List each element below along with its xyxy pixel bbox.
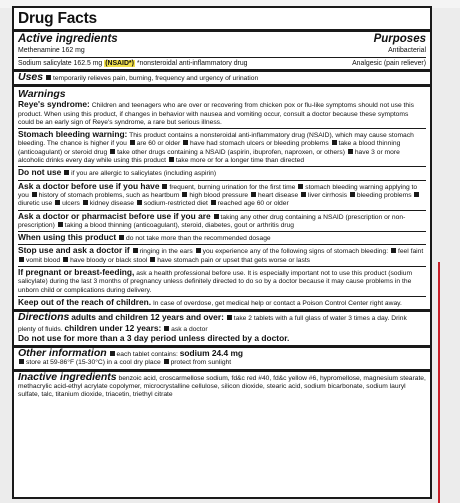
ask-doctor-item: bleeding problems xyxy=(356,191,412,199)
bullet-icon xyxy=(348,149,353,154)
pregnancy-text: ask a health professional before use. It is especially important not to use this product (sodium salicylate) during the last 3 months of pregnancy unless definitely directed to do so by a doctor because it may cause problems in the unborn child or complications during delivery. xyxy=(18,270,413,294)
panel-title: Drug Facts xyxy=(18,10,97,27)
bullet-icon xyxy=(391,248,396,253)
bullet-icon xyxy=(133,248,138,253)
bullet-icon xyxy=(119,235,124,240)
ingredient-name: Sodium salicylate 162.5 mg xyxy=(18,59,103,67)
pregnancy-head: If pregnant or breast-feeding, xyxy=(18,267,135,278)
ingredient-name: Methenamine 162 mg xyxy=(18,47,85,54)
ask-doctor xyxy=(18,182,426,209)
stop-use-item: have bloody or black stool xyxy=(70,256,148,264)
bullet-icon xyxy=(183,140,188,145)
nsaid-highlight: (NSAID*) xyxy=(105,59,134,67)
bullet-icon xyxy=(55,200,60,205)
stop-use xyxy=(18,246,426,265)
keep-out-head: Keep out of the reach of children. xyxy=(18,296,152,307)
ask-doctor-head: Ask a doctor before use if you have xyxy=(18,180,160,191)
bullet-icon xyxy=(137,200,142,205)
purposes-heading: Purposes xyxy=(373,33,426,45)
red-edge xyxy=(438,262,440,503)
directions-section xyxy=(18,313,426,344)
do-not-use-head: Do not use xyxy=(18,167,62,178)
bullet-icon xyxy=(162,184,167,189)
bullet-icon xyxy=(169,157,174,162)
reye-warning xyxy=(18,100,426,127)
stomach-item: have 3 or more alcoholic drinks every day while using this product xyxy=(18,148,400,165)
sodium-label: each tablet contains: xyxy=(116,351,178,359)
directions-under-text: ask a doctor xyxy=(171,325,208,333)
rule xyxy=(14,69,430,72)
ask-doctor-item: liver cirrhosis xyxy=(308,191,348,199)
stomach-warning xyxy=(18,130,426,165)
stomach-text: This product contains a nonsteroidal anti-inflammatory drug (NSAID), which may cause stomach bleeding. The chance is higher if you xyxy=(18,132,414,148)
bullet-icon xyxy=(58,222,63,227)
storage-text: store at 59-86°F (15-30°C) in a cool dry place xyxy=(26,359,161,367)
ask-pharmacist-head: Ask a doctor or pharmacist before use if you are xyxy=(18,210,211,221)
ingredient-purpose: Analgesic (pain reliever) xyxy=(352,59,426,67)
keep-out-of-reach xyxy=(18,298,426,308)
directions-heading: Directions xyxy=(18,311,70,324)
bullet-icon xyxy=(164,326,169,331)
ask-pharmacist-item: taking any other drug containing a NSAID (prescription or non-prescription) xyxy=(18,213,406,229)
drug-facts-panel xyxy=(12,6,432,499)
inactive-section xyxy=(18,370,426,400)
do-not-use-item: if you are allergic to salicylates (including aspirin) xyxy=(71,170,217,178)
bullet-icon xyxy=(227,315,232,320)
directions-limit: Do not use for more than a 3 day period unless directed by a doctor. xyxy=(18,332,290,343)
ask-pharmacist xyxy=(18,212,426,231)
stomach-item: have had stomach ulcers or bleeding problems xyxy=(190,140,329,148)
keep-out-text: In case of overdose, get medical help or contact a Poison Control Center right away. xyxy=(152,299,402,307)
do-not-use xyxy=(18,168,426,178)
when-using-head: When using this product xyxy=(18,232,117,243)
bullet-icon xyxy=(130,140,135,145)
ask-doctor-item: reached age 60 or older xyxy=(217,200,289,208)
bullet-icon xyxy=(150,257,155,262)
stop-use-item: you experience any of the following signs of stomach bleeding: xyxy=(202,248,389,256)
bullet-icon xyxy=(298,184,303,189)
stop-use-item: feel faint xyxy=(397,248,424,256)
other-info-section xyxy=(18,349,426,368)
bullet-icon xyxy=(196,248,201,253)
ask-pharmacist-item: taking a blood thinning (anticoagulant), steroid, diabetes, gout or arthritis drug xyxy=(64,221,295,229)
uses-heading: Uses xyxy=(18,71,44,83)
bullet-icon xyxy=(19,257,24,262)
ask-doctor-item: heart disease xyxy=(258,191,299,199)
stop-use-head: Stop use and ask a doctor if xyxy=(18,245,130,256)
inactive-text: benzoic acid, croscarmellose sodium, fd&c red #40, fd&c yellow #6, hypromellose, magnesium stearate, methacrylic acid-ethyl acrylate copolymer, microcrystalline cellulose, silicon dioxide, stearic acid, sodium bicarbonate, sodium lauryl sulfate, talc, titanium dioxide, triacetin, triethyl citrate xyxy=(18,374,426,399)
rule xyxy=(14,29,430,32)
warnings-heading: Warnings xyxy=(18,88,66,101)
active-row-2 xyxy=(18,59,426,69)
reye-text: Children and teenagers who are over or recovering from chicken pox or flu-like symptoms should not use this product. When using this product, if changes in behavior with nausea and vomiting occur, consult a doctor because these symptoms could be an early sign of Reye's syndrome, a rare but serious illness. xyxy=(18,102,414,126)
other-info-heading: Other information xyxy=(18,347,107,360)
stomach-head: Stomach bleeding warning: xyxy=(18,129,128,140)
bullet-icon xyxy=(19,359,24,364)
stomach-item: take more or for a longer time than directed xyxy=(175,157,305,165)
bullet-icon xyxy=(83,200,88,205)
bullet-icon xyxy=(32,192,37,197)
ask-doctor-item: stomach bleeding warning applying to you xyxy=(18,183,418,199)
bullet-icon xyxy=(414,192,419,197)
when-using-item: do not take more than the recommended dosage xyxy=(126,235,271,243)
uses-item: temporarily relieves pain, burning, frequency and urgency of urination xyxy=(52,75,259,82)
pregnancy-warning xyxy=(18,268,426,295)
bullet-icon xyxy=(332,140,337,145)
bullet-icon xyxy=(214,214,219,219)
inactive-heading: Inactive ingredients xyxy=(18,370,117,383)
ask-doctor-item: ulcers xyxy=(62,200,80,208)
reye-head: Reye's syndrome: xyxy=(18,99,90,110)
ask-doctor-item: high blood pressure xyxy=(189,191,249,199)
rule xyxy=(18,57,426,58)
protect-text: protect from sunlight xyxy=(170,359,232,367)
bullet-icon xyxy=(164,359,169,364)
nsaid-note: *nonsteroidal anti-inflammatory drug xyxy=(136,59,248,67)
directions-drink: Drink plenty of fluids. xyxy=(18,315,407,333)
ask-doctor-item: kidney disease xyxy=(89,200,135,208)
directions-under-head: children under 12 years: xyxy=(64,322,162,333)
bullet-icon xyxy=(64,170,69,175)
bullet-icon xyxy=(350,192,355,197)
bullet-icon xyxy=(63,257,68,262)
when-using xyxy=(18,233,426,243)
active-header xyxy=(18,33,426,46)
stomach-item: are 60 or older xyxy=(136,140,181,148)
ask-doctor-item: frequent, burning urination for the first time xyxy=(169,183,296,191)
stomach-item: take a blood thinning (anticoagulant) or steroid drug xyxy=(18,140,401,156)
directions-adults-head: adults and children 12 years and over: xyxy=(71,312,224,323)
uses-section xyxy=(18,73,426,83)
active-row-1 xyxy=(18,46,426,56)
rule xyxy=(18,166,426,167)
ask-doctor-item: sodium-restricted diet xyxy=(143,200,208,208)
stop-use-item: vomit blood xyxy=(26,256,61,264)
bullet-icon xyxy=(110,351,115,356)
bullet-icon xyxy=(251,192,256,197)
ingredient-line xyxy=(18,59,248,69)
bullet-icon xyxy=(301,192,306,197)
stop-use-item: have stomach pain or upset that gets worse or lasts xyxy=(157,256,311,264)
stop-use-item: ringing in the ears xyxy=(139,248,193,256)
ask-doctor-item: diuretic use xyxy=(18,200,53,208)
bullet-icon xyxy=(211,200,216,205)
rule xyxy=(14,84,430,87)
ask-doctor-item: history of stomach problems, such as heartburn xyxy=(38,191,180,199)
stomach-item: take other drugs containing a NSAID (aspirin, ibuprofen, naproxen, or others) xyxy=(117,148,345,156)
active-heading: Active ingredients xyxy=(18,33,118,45)
bullet-icon xyxy=(110,149,115,154)
directions-adults-text: take 2 tablets with a full glass of water 3 times a day. xyxy=(233,315,390,323)
bullet-icon xyxy=(182,192,187,197)
sodium-value: sodium 24.4 mg xyxy=(179,348,244,359)
bullet-icon xyxy=(46,75,51,80)
ingredient-purpose: Antibacterial xyxy=(388,47,426,54)
